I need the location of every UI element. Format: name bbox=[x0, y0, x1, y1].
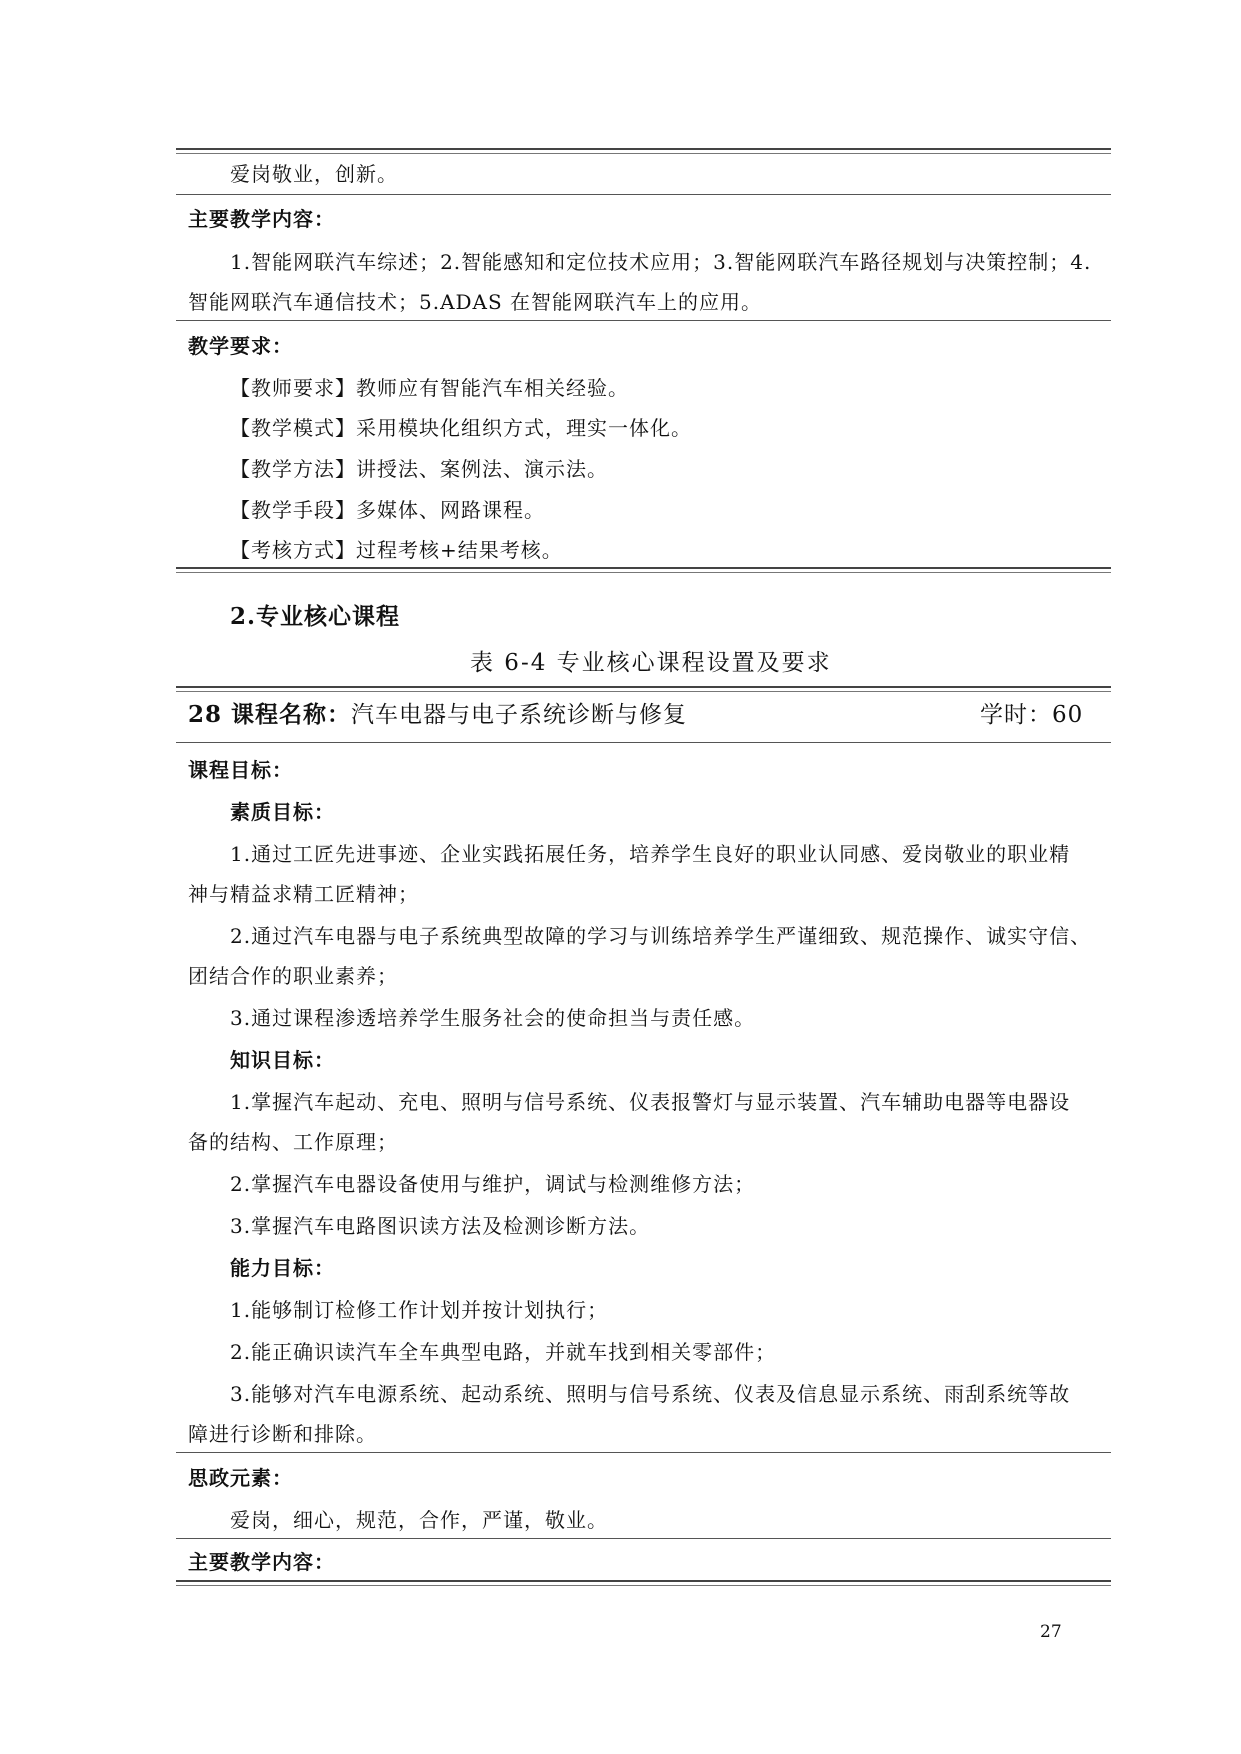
row-divider bbox=[176, 1538, 1111, 1539]
table-bottom-border bbox=[176, 567, 1111, 573]
quality-line: 3.通过课程渗透培养学生服务社会的使命担当与责任感。 bbox=[230, 1006, 756, 1030]
quality-line: 神与精益求精工匠精神； bbox=[188, 882, 419, 906]
quality-line: 1.通过工匠先进事迹、企业实践拓展任务，培养学生良好的职业认同感、爱岗敬业的职业精 bbox=[230, 842, 1071, 866]
knowledge-line: 3.掌握汽车电路图识读方法及检测诊断方法。 bbox=[230, 1214, 651, 1238]
requirement-item: 【考核方式】过程考核+结果考核。 bbox=[230, 538, 563, 562]
requirement-item: 【教师要求】教师应有智能汽车相关经验。 bbox=[230, 376, 629, 400]
course-hours bbox=[980, 696, 1083, 729]
ability-line: 1.能够制订检修工作计划并按计划执行； bbox=[230, 1298, 609, 1322]
table-top-border bbox=[176, 686, 1111, 692]
main-content-line: 1.智能网联汽车综述；2.智能感知和定位技术应用；3.智能网联汽车路径规划与决策控制；4. bbox=[230, 250, 1092, 274]
course-name-row bbox=[188, 696, 687, 729]
knowledge-label: 知识目标： bbox=[230, 1048, 335, 1072]
ability-label: 能力目标： bbox=[230, 1256, 335, 1280]
requirement-item: 【教学方法】讲授法、案例法、演示法。 bbox=[230, 457, 608, 481]
knowledge-line: 备的结构、工作原理； bbox=[188, 1130, 398, 1154]
table-top-border bbox=[176, 148, 1111, 154]
ability-line: 3.能够对汽车电源系统、起动系统、照明与信号系统、仪表及信息显示系统、雨刮系统等故 bbox=[230, 1382, 1071, 1406]
ability-line: 障进行诊断和排除。 bbox=[188, 1422, 377, 1446]
table-caption: 表 6-4 专业核心课程设置及要求 bbox=[470, 650, 832, 676]
main-content-label: 主要教学内容： bbox=[188, 207, 335, 231]
row-divider bbox=[176, 742, 1111, 743]
course-main-content-label: 主要教学内容： bbox=[188, 1550, 335, 1574]
quality-line: 团结合作的职业素养； bbox=[188, 964, 398, 988]
main-content-line: 智能网联汽车通信技术；5.ADAS 在智能网联汽车上的应用。 bbox=[188, 290, 763, 314]
spirit-tail-text: 爱岗敬业，创新。 bbox=[230, 162, 398, 186]
ideology-text: 爱岗，细心，规范，合作，严谨，敬业。 bbox=[230, 1508, 608, 1532]
requirements-label: 教学要求： bbox=[188, 334, 293, 358]
quality-line: 2.通过汽车电器与电子系统典型故障的学习与训练培养学生严谨细致、规范操作、诚实守信、 bbox=[230, 924, 1092, 948]
course-name-label: 28 课程名称： bbox=[188, 701, 352, 728]
knowledge-line: 1.掌握汽车起动、充电、照明与信号系统、仪表报警灯与显示装置、汽车辅助电器等电器设 bbox=[230, 1090, 1071, 1114]
page-number: 27 bbox=[1040, 1622, 1062, 1642]
ideology-label: 思政元素： bbox=[188, 1466, 293, 1490]
section-title: 2.专业核心课程 bbox=[230, 603, 401, 630]
goals-label: 课程目标： bbox=[188, 758, 293, 782]
course-name-value: 汽车电器与电子系统诊断与修复 bbox=[351, 702, 688, 728]
ability-line: 2.能正确识读汽车全车典型电路，并就车找到相关零部件； bbox=[230, 1340, 777, 1364]
quality-label: 素质目标： bbox=[230, 800, 335, 824]
knowledge-line: 2.掌握汽车电器设备使用与维护，调试与检测维修方法； bbox=[230, 1172, 756, 1196]
row-divider bbox=[176, 194, 1111, 195]
row-divider bbox=[176, 320, 1111, 321]
table-bottom-border bbox=[176, 1580, 1111, 1586]
row-divider bbox=[176, 1452, 1111, 1453]
requirement-item: 【教学模式】采用模块化组织方式，理实一体化。 bbox=[230, 416, 692, 440]
hours-value: 60 bbox=[1052, 702, 1084, 728]
requirement-item: 【教学手段】多媒体、网路课程。 bbox=[230, 498, 545, 522]
hours-label: 学时： bbox=[980, 702, 1052, 728]
